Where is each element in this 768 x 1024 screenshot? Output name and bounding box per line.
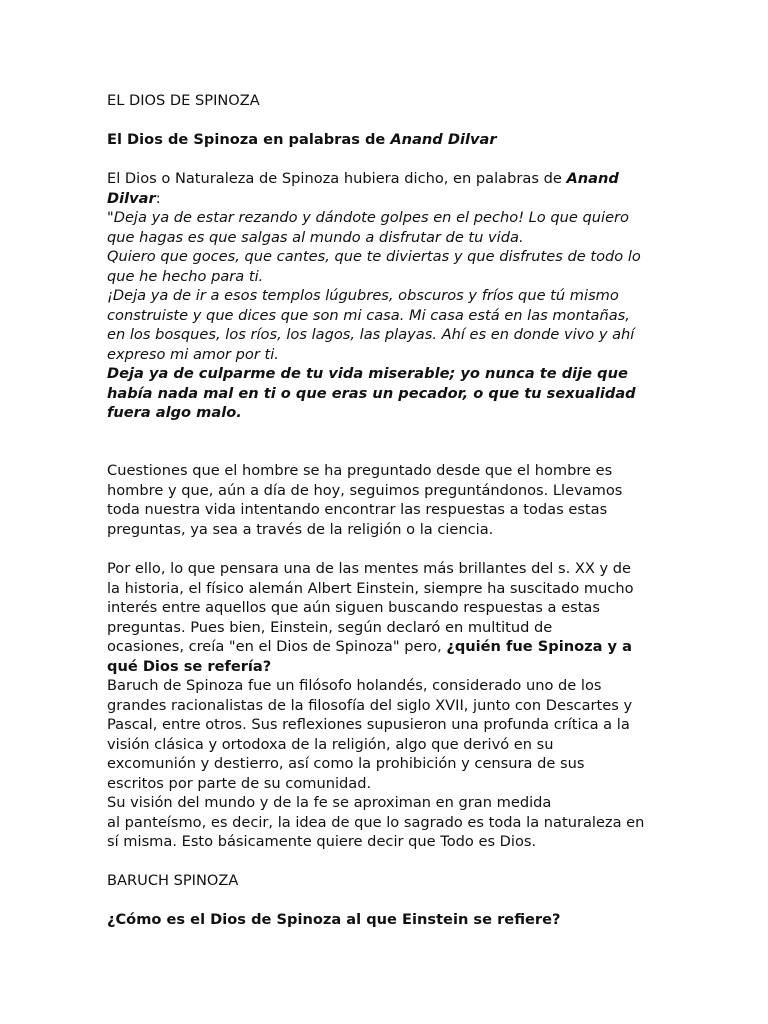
document-title: EL DIOS DE SPINOZA — [107, 92, 260, 109]
quote-line: en los bosques, los ríos, los lagos, las playas. Ahí es en donde vivo y ahí — [107, 326, 635, 343]
intro-line-1: El Dios o Naturaleza de Spinoza hubiera dicho, en palabras de Anand — [107, 170, 619, 187]
section-heading: BARUCH SPINOZA — [107, 872, 239, 889]
quote-line: expreso mi amor por ti. — [107, 345, 279, 363]
subtitle: El Dios de Spinoza en palabras de Anand Dilvar — [107, 131, 497, 148]
paragraph-questions: Cuestiones que el hombre se ha preguntado desde que el hombre es hombre y que, aún a día de hoy, seguimos preguntándonos. Llevamos toda nuestra vida intentando encontrar las respuestas a todas estas preguntas, ya sea a través de la religión o la ciencia. — [107, 462, 623, 538]
quote-line: ¡Deja ya de ir a esos templos lúgubres, obscuros y fríos que tú mismo — [107, 287, 619, 304]
quote-line: construiste y que dices que son mi casa. Mi casa está en las montañas, — [107, 306, 630, 324]
paragraph-einstein: Por ello, lo que pensara una de las mentes más brillantes del s. XX y de la historia, el físico alemán Albert Einstein, siempre ha suscitado mucho interés entre aquellos que aún siguen buscando respuestas a estas preguntas. Pues bien, Einstein, según declaró en multitud de ocasiones, creía "en el Dios de Spinoza" pero, ¿quién fue Spinoza y a qué Dios se refería? Baruch de Spinoza fue un filósofo holandés, considerado uno de los grandes racionalistas de la filosofía del siglo XVII, junto con Descartes y Pascal, entre otros. Sus reflexiones supusieron una profunda crítica a la visión clásica y ortodoxa de la religión, algo que derivó en su excomunión y destierro, así como la prohibición y censura de sus escritos por parte de su comunidad. Su visión del mundo y de la fe se aproximan en gran medida al panteísmo, es decir, la idea de que lo sagrado es toda la naturaleza en sí misma. Esto básicamente quiere decir que Todo es Dios. — [107, 560, 645, 850]
quote-line: que he hecho para ti. — [107, 267, 264, 285]
quote-line: que hagas es que salgas al mundo a disfrutar de tu vida. — [107, 228, 524, 246]
quote-bold-line: Deja ya de culparme de tu vida miserable; yo nunca te dije que — [107, 365, 628, 382]
intro-line-2: Dilvar: — [107, 189, 161, 207]
quote-line: Quiero que goces, que cantes, que te diviertas y que disfrutes de todo lo — [107, 248, 641, 265]
quote-section — [107, 169, 667, 423]
question-heading: ¿Cómo es el Dios de Spinoza al que Einstein se refiere? — [107, 911, 561, 928]
quote-bold-line: había nada mal en ti o que eras un pecador, o que tu sexualidad — [107, 384, 636, 402]
quote-line: "Deja ya de estar rezando y dándote golpes en el pecho! Lo que quiero — [107, 209, 629, 226]
quote-bold-line: fuera algo malo. — [107, 404, 242, 421]
